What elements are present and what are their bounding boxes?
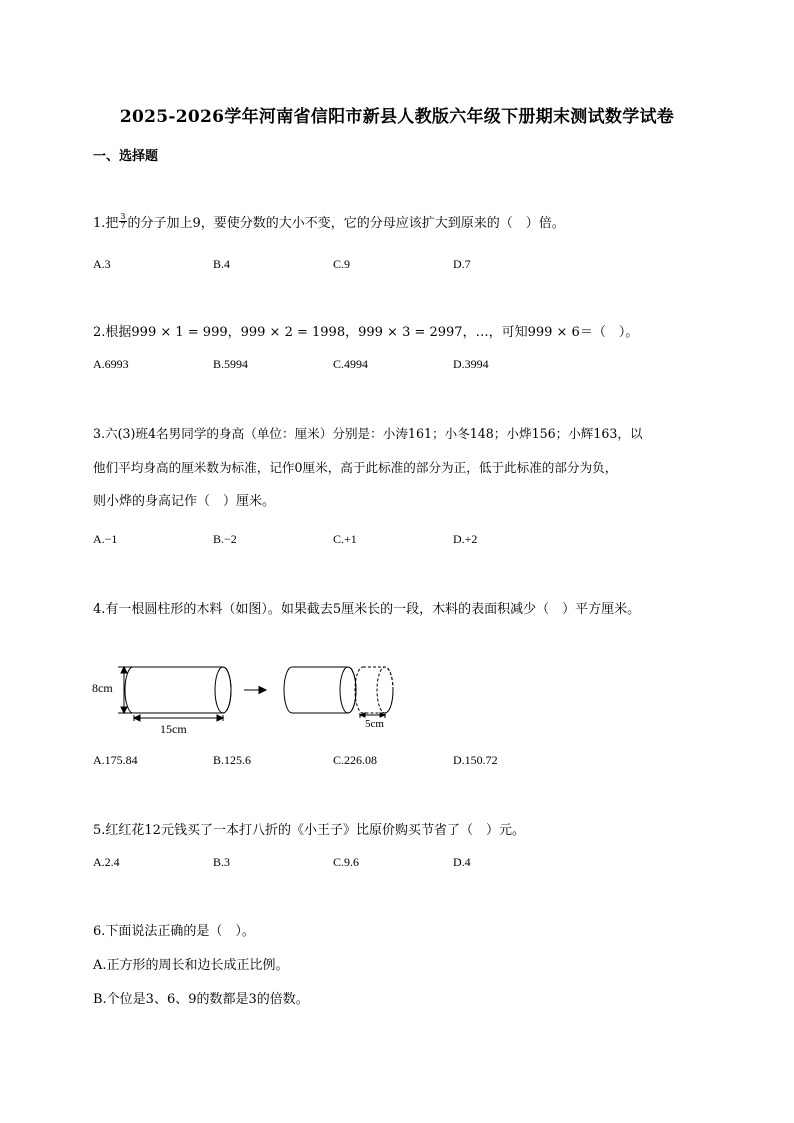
- fraction-denominator: 7: [120, 221, 126, 230]
- q2-option-c: C.4994: [333, 357, 369, 371]
- fraction-numerator: 3: [120, 212, 126, 221]
- q3-option-c: C.+1: [333, 532, 357, 546]
- arrow-right-icon: [244, 687, 266, 694]
- q6-option-a: A.正方形的周长和边长成正比例。: [93, 958, 289, 973]
- question-1-text: 的分子加上9，要使分数的大小不变，它的分母应该扩大到原来的（ ）倍。: [127, 216, 565, 231]
- question-6-text: 6.下面说法正确的是（ ）。: [93, 924, 255, 939]
- question-5-text: 5.红红花12元钱买了一本打八折的《小王子》比原价购买节省了（ ）元。: [93, 823, 525, 838]
- question-3-line-3: 则小烨的身高记作（ ）厘米。: [93, 494, 276, 509]
- q4-option-a: A.175.84: [93, 753, 138, 767]
- exam-title: 2025-2026学年河南省信阳市新县人教版六年级下册期末测试数学试卷: [119, 107, 675, 127]
- q4-option-d: D.150.72: [453, 753, 498, 767]
- q4-option-c: C.226.08: [333, 753, 378, 767]
- cut-label: 5cm: [365, 718, 384, 730]
- section-heading: 一、选择题: [93, 149, 159, 164]
- length-dimension: [134, 715, 223, 721]
- question-2-text: 2.根据999 × 1 = 999，999 × 2 = 1998，999 × 3 = 2997，…，可知999 × 6＝（ ）。: [93, 325, 639, 340]
- q1-option-b: B.4: [213, 257, 231, 271]
- cut-piece-dashed: [355, 667, 393, 713]
- q5-option-b: B.3: [213, 855, 231, 869]
- q3-option-d: D.+2: [453, 532, 478, 546]
- q1-option-d: D.7: [453, 257, 471, 271]
- question-3-line-1: 3.六(3)班4名男同学的身高（单位：厘米）分别是：小涛161；小冬148；小烨156；小辉163，以: [93, 426, 643, 441]
- q5-option-a: A.2.4: [93, 855, 120, 869]
- cylinder-figure: [88, 655, 408, 745]
- diameter-label: 8cm: [92, 681, 113, 695]
- q1-option-c: C.9: [333, 257, 351, 271]
- remaining-cylinder: [284, 667, 356, 713]
- q2-option-d: D.3994: [453, 357, 489, 371]
- q6-option-b: B.个位是3、6、9的数都是3的倍数。: [93, 992, 309, 1007]
- q4-option-b: B.125.6: [213, 753, 252, 767]
- q3-option-b: B.−2: [213, 532, 237, 546]
- q5-option-d: D.4: [453, 855, 471, 869]
- q2-option-a: A.6993: [93, 357, 129, 371]
- question-3-line-2: 他们平均身高的厘米数为标准，记作0厘米，高于此标准的部分为正，低于此标准的部分为负，: [93, 460, 618, 475]
- question-1-prefix: 1.把: [93, 216, 119, 231]
- q1-option-a: A.3: [93, 257, 111, 271]
- q5-option-c: C.9.6: [333, 855, 360, 869]
- q2-option-b: B.5994: [213, 357, 249, 371]
- full-cylinder: [125, 667, 231, 713]
- q3-option-a: A.−1: [93, 532, 118, 546]
- fraction: [119, 213, 126, 230]
- length-label: 15cm: [160, 722, 187, 736]
- question-1: [93, 214, 565, 234]
- question-4-text: 4.有一根圆柱形的木料（如图）。如果截去5厘米长的一段，木料的表面积减少（ ）平方厘米。: [93, 602, 641, 617]
